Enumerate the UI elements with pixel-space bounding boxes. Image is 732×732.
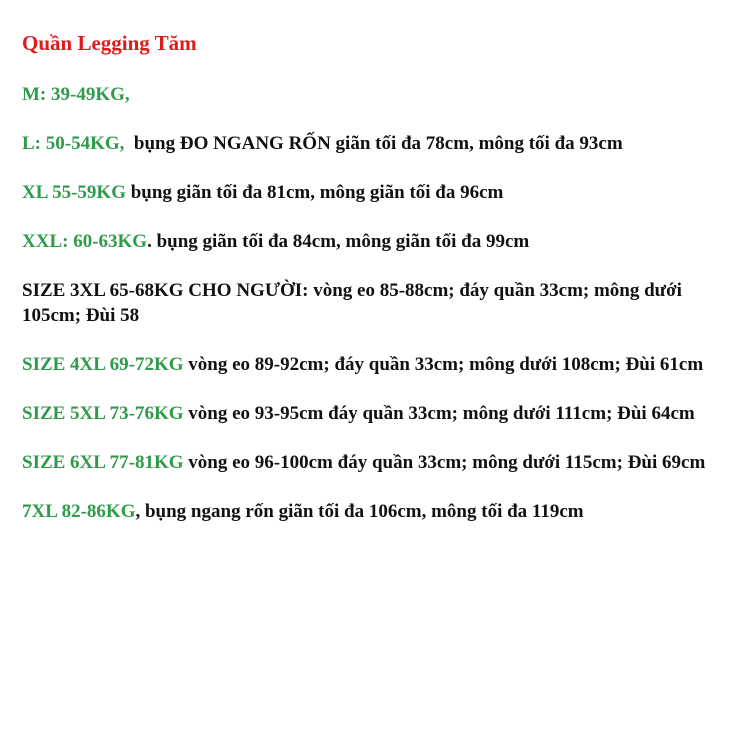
size-label: SIZE 6XL 77-81KG xyxy=(22,452,184,473)
size-label: SIZE 5XL 73-76KG xyxy=(22,403,184,424)
size-entry-4xl xyxy=(22,352,712,377)
page-title: Quần Legging Tăm xyxy=(22,31,197,55)
size-description: bụng ĐO NGANG RỐN giãn tối đa 78cm, mông tối đa 93cm xyxy=(124,133,623,154)
size-description: . bụng giãn tối đa 84cm, mông giãn tối đa 99cm xyxy=(147,231,530,252)
size-label: L: 50-54KG, xyxy=(22,133,125,154)
size-entry-xl xyxy=(22,180,712,205)
size-description: vòng eo 89-92cm; đáy quần 33cm; mông dưới 108cm; Đùi 61cm xyxy=(183,354,704,375)
size-entry-l xyxy=(22,131,712,156)
size-entry-m xyxy=(22,82,712,107)
size-description: vòng eo 93-95cm đáy quần 33cm; mông dưới 111cm; Đùi 64cm xyxy=(183,403,695,424)
size-label: SIZE 3XL 65-68KG CHO NGƯỜI: xyxy=(22,280,309,301)
size-label: XL 55-59KG xyxy=(22,182,126,203)
size-chart xyxy=(22,30,712,548)
size-description: vòng eo 96-100cm đáy quần 33cm; mông dưới 115cm; Đùi 69cm xyxy=(183,452,706,473)
size-label: XXL: 60-63KG xyxy=(22,231,148,252)
size-entry-6xl xyxy=(22,450,712,475)
size-entry-7xl xyxy=(22,499,712,524)
size-entry-xxl xyxy=(22,229,712,254)
size-label: SIZE 4XL 69-72KG xyxy=(22,354,184,375)
size-description: bụng giãn tối đa 81cm, mông giãn tối đa 96cm xyxy=(125,182,504,203)
size-label: 7XL 82-86KG xyxy=(22,501,136,522)
size-entry-3xl xyxy=(22,278,712,328)
size-description: , bụng ngang rốn giãn tối đa 106cm, mông tối đa 119cm xyxy=(135,501,584,522)
size-entry-5xl xyxy=(22,401,712,426)
size-description: vòng eo 85-88cm; đáy quần 33cm; mông dưới 105cm; Đùi 58 xyxy=(22,280,682,326)
size-label: M: 39-49KG, xyxy=(22,84,130,105)
